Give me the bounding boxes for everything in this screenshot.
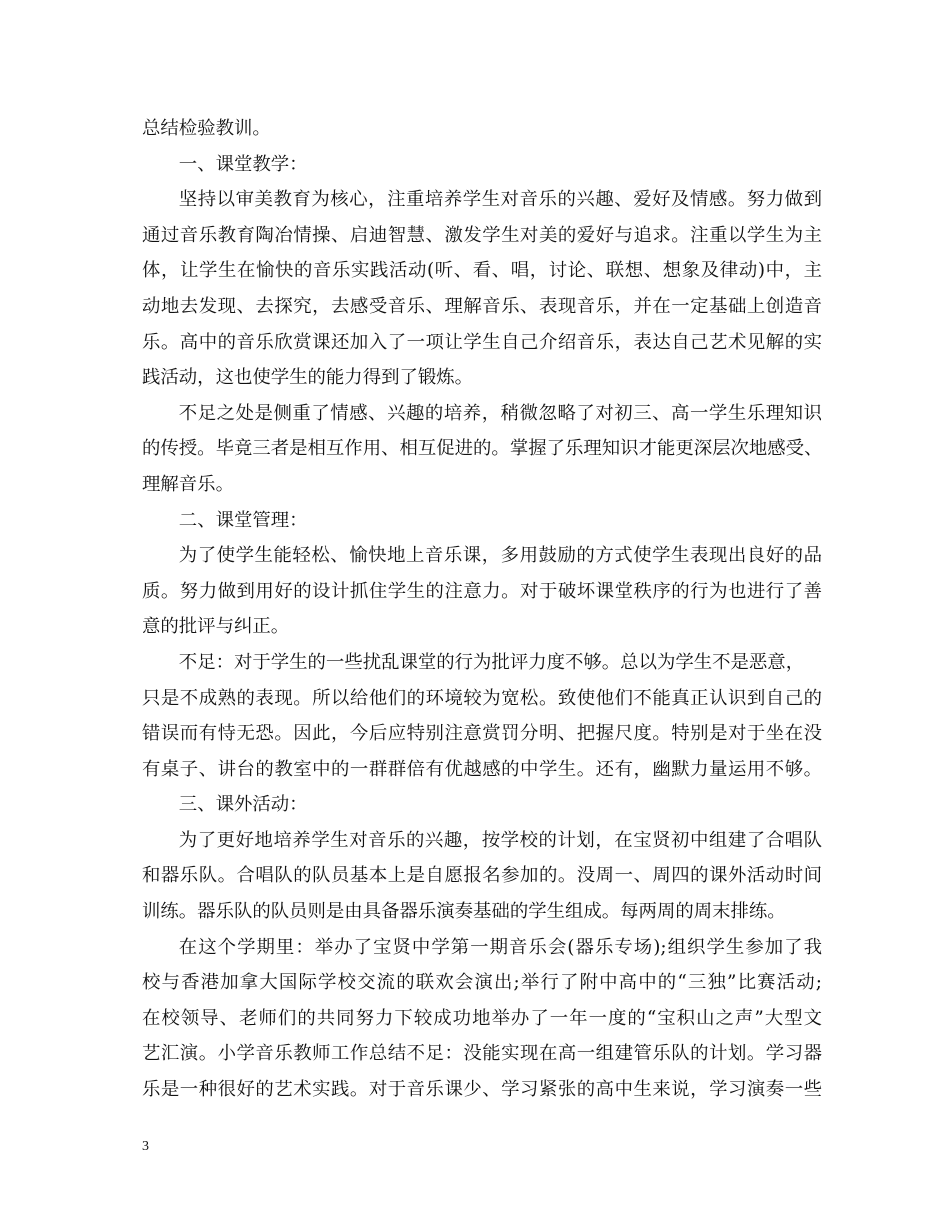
text-line: 践活动，这也使学生的能力得到了锻炼。 bbox=[142, 367, 474, 389]
text-line: 理解音乐。 bbox=[142, 473, 234, 495]
text-line: 不足：对于学生的一些扰乱课堂的行为批评力度不够。总以为学生不是恶意， bbox=[178, 651, 805, 673]
section-heading: 二、课堂管理： bbox=[178, 509, 308, 531]
text-line: 在这个学期里：举办了宝贤中学第一期音乐会(器乐专场);组织学生参加了我 bbox=[178, 936, 822, 958]
text-line: 校与香港加拿大国际学校交流的联欢会演出;举行了附中高中的“三独”比赛活动; bbox=[142, 972, 822, 994]
section-heading: 一、课堂教学： bbox=[178, 153, 308, 175]
page-number: 3 bbox=[142, 1139, 149, 1154]
text-line: 不足之处是侧重了情感、兴趣的培养，稍微忽略了对初三、高一学生乐理知识 bbox=[178, 402, 822, 424]
text-line: 在校领导、老师们的共同努力下较成功地举办了一年一度的“宝积山之声”大型文 bbox=[142, 1007, 822, 1029]
text-line: 质。努力做到用好的设计抓住学生的注意力。对于破坏课堂秩序的行为也进行了善 bbox=[142, 580, 822, 602]
text-line: 坚持以审美教育为核心，注重培养学生对音乐的兴趣、爱好及情感。努力做到 bbox=[178, 189, 822, 211]
text-line: 通过音乐教育陶冶情操、启迪智慧、激发学生对美的爱好与追求。注重以学生为主 bbox=[142, 224, 822, 246]
text-line: 意的批评与纠正。 bbox=[142, 616, 290, 638]
text-line: 训练。器乐队的队员则是由具备器乐演奏基础的学生组成。每两周的周末排练。 bbox=[142, 901, 786, 923]
section-heading: 三、课外活动： bbox=[178, 794, 308, 816]
text-line: 乐是一种很好的艺术实践。对于音乐课少、学习紧张的高中生来说，学习演奏一些 bbox=[142, 1079, 822, 1101]
text-line: 乐。高中的音乐欣赏课还加入了一项让学生自己介绍音乐，表达自己艺术见解的实 bbox=[142, 331, 822, 353]
text-line: 动地去发现、去探究，去感受音乐、理解音乐、表现音乐，并在一定基础上创造音 bbox=[142, 295, 822, 317]
text-line: 有桌子、讲台的教室中的一群群倍有优越感的中学生。还有，幽默力量运用不够。 bbox=[142, 758, 822, 780]
text-line: 和器乐队。合唱队的队员基本上是自愿报名参加的。没周一、周四的课外活动时间 bbox=[142, 865, 822, 887]
text-line: 艺汇演。小学音乐教师工作总结不足：没能实现在高一组建管乐队的计划。学习器 bbox=[142, 1043, 822, 1065]
text-line: 只是不成熟的表现。所以给他们的环境较为宽松。致使他们不能真正认识到自己的 bbox=[142, 687, 822, 709]
text-line: 错误而有恃无恐。因此，今后应特别注意赏罚分明、把握尺度。特别是对于坐在没 bbox=[142, 723, 822, 745]
text-line: 为了使学生能轻松、愉快地上音乐课，多用鼓励的方式使学生表现出良好的品 bbox=[178, 545, 822, 567]
document-body bbox=[142, 111, 822, 1108]
text-line: 为了更好地培养学生对音乐的兴趣，按学校的计划，在宝贤初中组建了合唱队 bbox=[178, 829, 822, 851]
text-line: 体，让学生在愉快的音乐实践活动(听、看、唱，讨论、联想、想象及律动)中，主 bbox=[142, 260, 822, 282]
text-line: 的传授。毕竟三者是相互作用、相互促进的。掌握了乐理知识才能更深层次地感受、 bbox=[142, 438, 823, 460]
text-line: 总结检验教训。 bbox=[142, 118, 271, 139]
